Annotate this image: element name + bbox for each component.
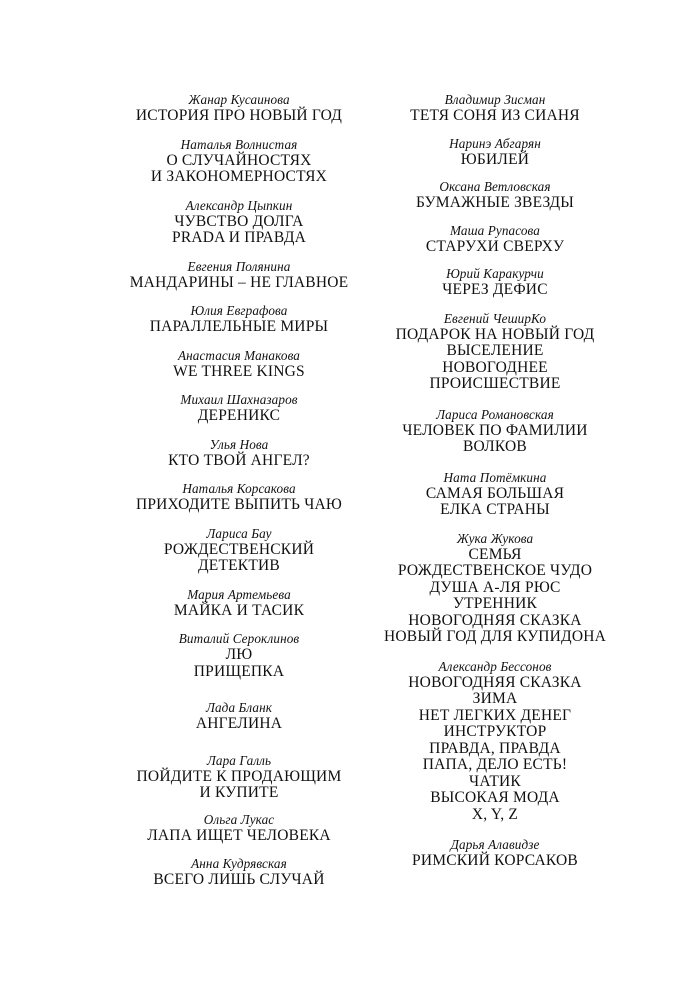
story-title: РОЖДЕСТВЕНСКИЙ (163, 540, 315, 558)
toc-entry (104, 753, 374, 802)
author-name: Владимир Зисман (444, 92, 546, 107)
story-title: НОВОГОДНЕЕ (442, 358, 548, 376)
toc-entry (360, 407, 630, 456)
story-title: УТРЕННИК (452, 595, 538, 612)
author-name: Наталья Корсакова (182, 481, 296, 496)
toc-entry (104, 481, 374, 514)
toc-entry (104, 348, 374, 381)
toc-entry (360, 136, 630, 169)
toc-entry (360, 470, 630, 519)
story-title: ВЫСЕЛЕНИЕ (446, 342, 544, 359)
author-name: Наталья Волнистая (180, 136, 298, 152)
story-title: НЕТ ЛЕГКИХ ДЕНЕГ (418, 706, 572, 724)
story-title: НОВОГОДНЯЯ СКАЗКА (408, 673, 582, 691)
author-name: Жука Жукова (456, 530, 534, 546)
story-title: ПРАВДА, ПРАВДА (429, 739, 561, 757)
story-title: ЗИМА (472, 690, 518, 707)
story-title: X, Y, Z (471, 805, 519, 823)
author-name: Юрий Каракурчи (446, 266, 544, 281)
story-title: ПОДАРОК НА НОВЫЙ ГОД (395, 325, 595, 343)
story-title: ТЕТЯ СОНЯ ИЗ СИАНЯ (410, 107, 580, 124)
story-title: САМАЯ БОЛЬШАЯ (425, 484, 565, 502)
author-name: Анна Кудрявская (191, 856, 287, 871)
toc-entry (360, 92, 630, 125)
toc-entry (104, 392, 374, 425)
story-title: И КУПИТЕ (199, 784, 279, 801)
toc-entry (360, 311, 630, 393)
toc-entry (104, 198, 374, 247)
story-title: ВЫСОКАЯ МОДА (430, 789, 560, 806)
toc-entry (104, 700, 374, 733)
story-title: ЛАПА ИЩЕТ ЧЕЛОВЕКА (147, 826, 331, 844)
author-name: Евгения Полянина (187, 258, 291, 274)
story-title: ЮБИЛЕЙ (460, 150, 530, 168)
story-title: МАНДАРИНЫ – НЕ ГЛАВНОЕ (129, 273, 349, 291)
author-name: Евгений ЧеширКо (443, 310, 547, 326)
story-title: ЧАТИК (469, 772, 521, 790)
toc-entry (104, 437, 374, 470)
story-title: ИНСТРУКТОР (443, 723, 547, 740)
author-name: Наринэ Абгарян (449, 135, 541, 151)
story-title: КТО ТВОЙ АНГЕЛ? (168, 451, 310, 469)
author-name: Дарья Алавидзе (450, 837, 540, 852)
story-title: ПОЙДИТЕ К ПРОДАЮЩИМ (136, 767, 342, 785)
author-name: Лариса Бау (206, 525, 272, 541)
toc-entry (104, 587, 374, 620)
story-title: ПРИЩЕПКА (193, 662, 285, 680)
toc-entry (104, 856, 374, 889)
author-name: Михаил Шахназаров (180, 392, 298, 407)
story-title: ИСТОРИЯ ПРО НОВЫЙ ГОД (135, 107, 343, 124)
toc-entry (104, 259, 374, 292)
story-title: ДУША А-ЛЯ РЮС (429, 578, 561, 596)
story-title: МАЙКА И ТАСИК (173, 601, 305, 619)
story-title: О СЛУЧАЙНОСТЯХ (166, 151, 312, 169)
author-name: Жанар Кусаинова (188, 92, 290, 107)
story-title: ВОЛКОВ (463, 438, 527, 455)
story-title: ДЕТЕКТИВ (198, 557, 280, 574)
story-title: ПРИХОДИТЕ ВЫПИТЬ ЧАЮ (135, 496, 343, 513)
story-title: ВСЕГО ЛИШЬ СЛУЧАЙ (153, 871, 325, 888)
toc-entry (104, 92, 374, 125)
toc-entry (360, 659, 630, 824)
toc-entry (360, 266, 630, 299)
toc-entry (104, 631, 374, 680)
toc-entry (104, 303, 374, 336)
author-name: Лара Галль (206, 752, 272, 768)
story-title: РОЖДЕСТВЕНСКОЕ ЧУДО (397, 562, 593, 579)
toc-entry (360, 179, 630, 212)
story-title: PRADA И ПРАВДА (172, 229, 306, 246)
toc-entry (104, 137, 374, 186)
story-title: ЧЕРЕЗ ДЕФИС (442, 281, 548, 298)
author-name: Юлия Евграфова (190, 303, 288, 318)
story-title: БУМАЖНЫЕ ЗВЕЗДЫ (416, 194, 574, 211)
story-title: ЕЛКА СТРАНЫ (440, 501, 550, 518)
story-title: СТАРУХИ СВЕРХУ (425, 237, 565, 255)
toc-entry (104, 812, 374, 845)
author-name: Александр Цыпкин (185, 197, 293, 213)
story-title: ПАПА, ДЕЛО ЕСТЬ! (422, 756, 568, 773)
author-name: Улья Нова (209, 436, 269, 452)
story-title: И ЗАКОНОМЕРНОСТЯХ (150, 168, 328, 185)
author-name: Виталий Сероклинов (178, 631, 300, 646)
author-name: Маша Рупасова (450, 222, 540, 238)
story-title: НОВЫЙ ГОД ДЛЯ КУПИДОНА (384, 628, 606, 645)
story-title: СЕМЬЯ (468, 545, 522, 563)
story-title: ДЕРЕНИКС (197, 407, 281, 424)
left-column (104, 92, 374, 889)
author-name: Оксана Ветловская (439, 179, 551, 194)
story-title: АНГЕЛИНА (195, 715, 283, 732)
right-column (360, 92, 630, 870)
author-name: Лариса Романовская (436, 406, 554, 422)
author-name: Александр Бессонов (438, 658, 552, 674)
toc-entry (360, 223, 630, 256)
story-title: ПРОИСШЕСТВИЕ (429, 375, 561, 392)
author-name: Мария Артемьева (187, 586, 291, 602)
story-title: ПАРАЛЛЕЛЬНЫЕ МИРЫ (149, 318, 329, 335)
story-title: РИМСКИЙ КОРСАКОВ (412, 852, 578, 869)
author-name: Анастасия Манакова (177, 347, 300, 363)
toc-entry (104, 526, 374, 575)
toc-entry (360, 837, 630, 870)
author-name: Ната Потёмкина (443, 469, 547, 485)
author-name: Ольга Лукас (203, 811, 275, 827)
story-title: ЧЕЛОВЕК ПО ФАМИЛИИ (402, 421, 588, 439)
story-title: WE THREE KINGS (173, 362, 305, 380)
story-title: НОВОГОДНЯЯ СКАЗКА (408, 611, 582, 629)
story-title: ЧУВСТВО ДОЛГА (174, 212, 304, 230)
toc-entry (360, 531, 630, 646)
author-name: Лада Бланк (205, 700, 273, 715)
story-title: ЛЮ (225, 646, 253, 663)
